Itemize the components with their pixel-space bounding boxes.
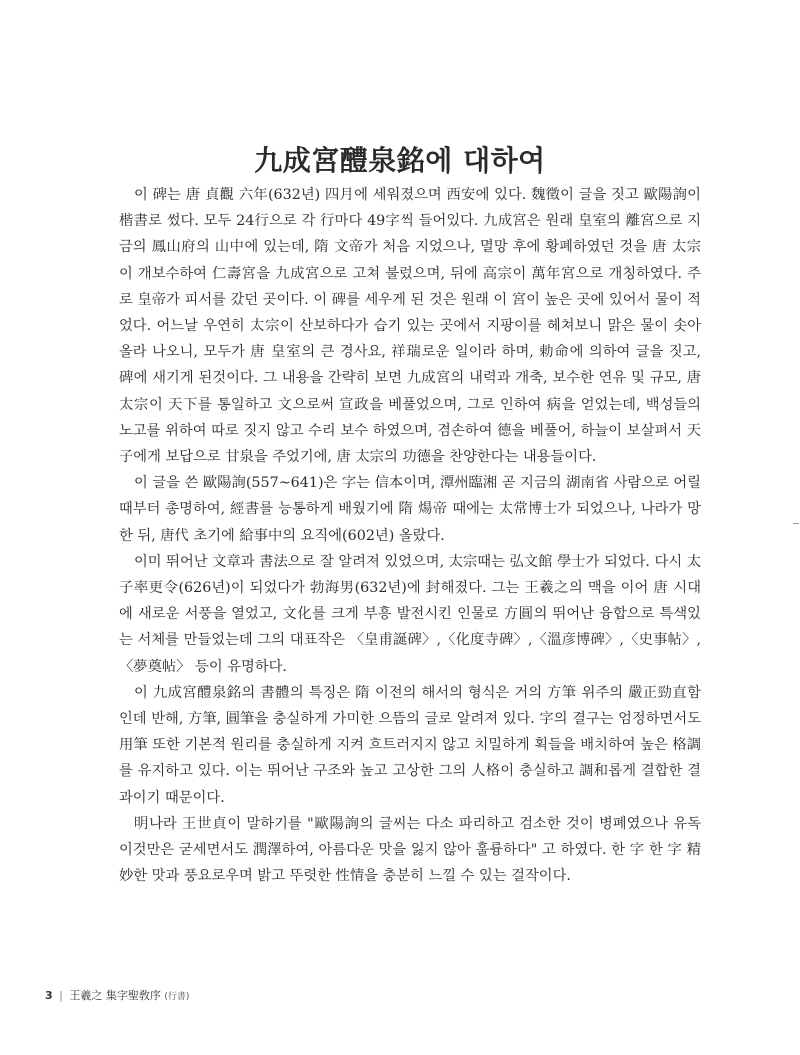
paragraph-evaluation: 明나라 王世貞이 말하기를 "歐陽詢의 글씨는 다소 파리하고 검소한 것이 병폐였으나 유독 이것만은 굳세면서도 潤澤하여, 아름다운 맛을 잃지 않아 훌륭하다" 고 하였다. 한 字 한 字 精妙한 맛과 풍요로우며 밝고 뚜렷한 性情을 충분히 느낄 수 있는 걸작이다. bbox=[119, 815, 701, 885]
page-footer bbox=[45, 987, 189, 1003]
paragraph-style: 이 九成宮醴泉銘의 書體의 특징은 隋 이전의 해서의 형식은 거의 方筆 위주의 嚴正勁直함인데 반해, 方筆, 圓筆을 충실하게 가미한 으뜸의 글로 알려져 있다. 字의 결구는 엄정하면서도 用筆 또한 기본적 원리를 충실하게 지켜 흐트러지지 않고 치밀하게 획들을 배치하여 높은 格調를 유지하고 있다. 이는 뛰어난 구조와 높고 고상한 그의 人格이 충실하고 調和롭게 결합한 결과이기 때문이다. bbox=[119, 684, 701, 806]
page-number: 3 bbox=[45, 989, 53, 1002]
paragraph-history: 이 碑는 唐 貞觀 六年(632년) 四月에 세워졌으며 西安에 있다. 魏徵이 글을 짓고 歐陽詢이 楷書로 썼다. 모두 24行으로 각 行마다 49字씩 들어있다. 九成宮은 원래 皇室의 離宮으로 지금의 鳳山府의 山中에 있는데, 隋 文帝가 처음 지었으나, 멸망 후에 황폐하였던 것을 唐 太宗이 개보수하여 仁壽宮을 九成宮으로 고쳐 불렀으며, 뒤에 高宗이 萬年宮으로 개칭하였다. 주로 皇帝가 피서를 갔던 곳이다. 이 碑를 세우게 된 것은 원래 이 宮이 높은 곳에 있어서 물이 적었다. 어느날 우연히 太宗이 산보하다가 습기 있는 곳에서 지팡이를 헤쳐보니 맑은 물이 솟아 올라 나오니, 모두가 唐 皇室의 큰 경사요, 祥瑞로운 일이라 하며, 勅命에 의하여 글을 짓고, 碑에 새기게 된것이다. 그 내용을 간략히 보면 九成宮의 내력과 개축, 보수한 연유 및 규모, 唐 太宗이 天下를 통일하고 文으로써 宣政을 베풀었으며, 그로 인하여 病을 얻었는데, 백성들의 노고를 위하여 따로 짓지 않고 수리 보수 하였으며, 겸손하여 德을 베풀어, 하늘이 보살펴서 天子에게 보답으로 甘泉을 주었기에, 唐 太宗의 功德을 찬양한다는 내용들이다. bbox=[119, 187, 701, 466]
body-text bbox=[119, 182, 701, 889]
paragraph-biography: 이 글을 쓴 歐陽詢(557~641)은 字는 信本이며, 潭州臨湘 곧 지금의 湖南省 사람으로 어릴 때부터 총명하여, 經書를 능통하게 배웠기에 隋 煬帝 때에는 太常博士가 되었으나, 나라가 망한 뒤, 唐代 초기에 給事中의 요직에(602년) 올랐다. bbox=[119, 475, 701, 544]
footer-subtitle: (行書) bbox=[164, 992, 190, 1002]
paragraph-career: 이미 뛰어난 文章과 書法으로 잘 알려져 있었으며, 太宗때는 弘文館 學士가 되었다. 다시 太子率更令(626년)이 되었다가 勃海男(632년)에 封해졌다. 그는 王羲之의 맥을 이어 唐 시대에 새로운 서풍을 열었고, 文化를 크게 부흥 발전시킨 인물로 方圓의 뛰어난 융합으로 특색있는 서체를 만들었는데 그의 대표작은 〈皇甫誕碑〉,〈化度寺碑〉,〈溫彦博碑〉,〈史事帖〉,〈夢奠帖〉 등이 유명하다. bbox=[119, 553, 701, 675]
footer-separator: | bbox=[59, 989, 63, 1002]
page-title: 九成宮醴泉銘에 대하여 bbox=[254, 143, 546, 177]
footer-book-title: 王羲之 集字聖敎序 bbox=[69, 989, 161, 1002]
crop-mark bbox=[793, 523, 799, 524]
